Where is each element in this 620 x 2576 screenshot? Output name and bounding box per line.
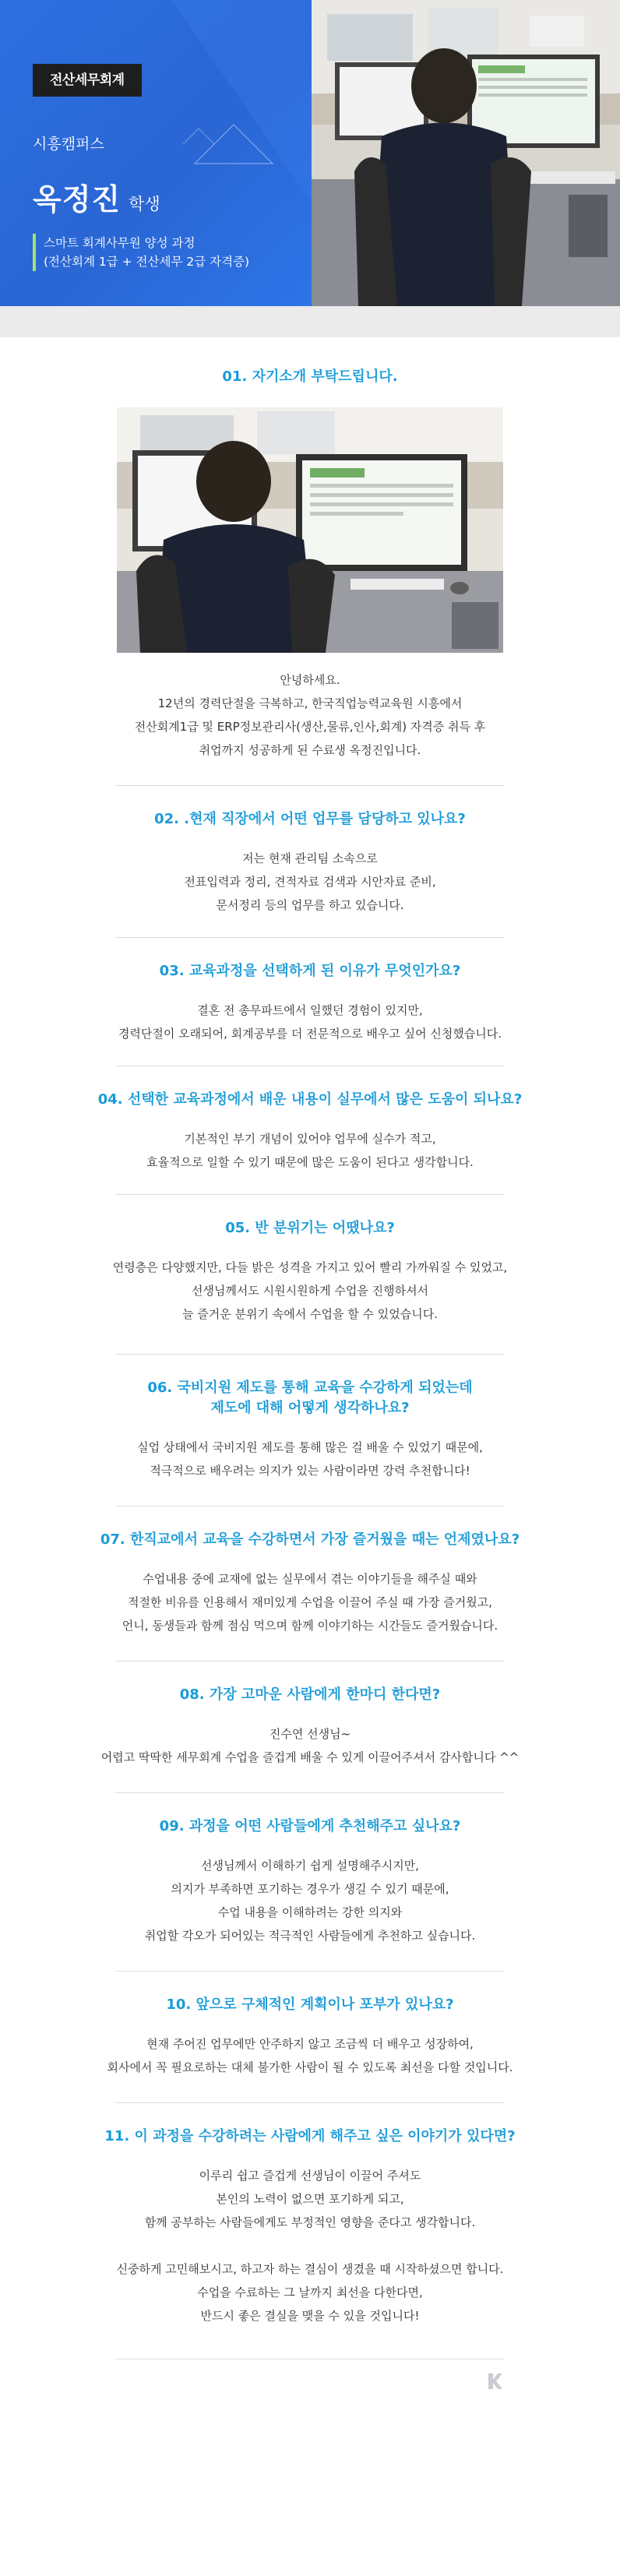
question-6-line-2: 제도에 대해 어떻게 생각하나요?	[210, 1400, 410, 1416]
question-11: 11. 이 과정을 수강하려는 사람에게 해주고 싶은 이야기가 있다면?	[104, 2128, 516, 2144]
qa-item-2	[0, 786, 620, 917]
question-4: 04. 선택한 교육과정에서 배운 내용이 실무에서 많은 도움이 되나요?	[97, 1091, 523, 1108]
question-10: 10. 앞으로 구체적인 계획이나 포부가 있나요?	[166, 1996, 454, 2013]
interview-content	[0, 337, 620, 2406]
qa-item-8	[0, 1662, 620, 1769]
answer-line: 적극적으로 배우려는 의지가 있는 사람이라면 강력 추천합니다!	[150, 1464, 470, 1478]
qa-item-7	[0, 1506, 620, 1637]
qa-item-1	[0, 351, 620, 762]
answer-line: 선생님께서도 시원시원하게 수업을 진행하셔서	[191, 1284, 429, 1298]
hero-banner	[0, 0, 620, 306]
page-footer	[0, 2359, 620, 2406]
answer-line: 경력단절이 오래되어, 회계공부를 더 전문적으로 배우고 싶어 신청했습니다.	[118, 1027, 502, 1041]
answer-1	[0, 668, 620, 762]
qa-item-10	[0, 1972, 620, 2079]
answer-line: 12년의 경력단절을 극복하고, 한국직업능력교육원 시흥에서	[157, 696, 463, 710]
answer-line: 취업할 각오가 되어있는 적극적인 사람들에게 추천하고 싶습니다.	[144, 1929, 476, 1943]
answer-10	[0, 2032, 620, 2079]
answer-4	[0, 1127, 620, 1174]
campus-label: 시흥캠퍼스	[33, 136, 104, 153]
answer-line: 수업내용 중에 교재에 없는 실무에서 겪는 이야기들을 해주실 때와	[143, 1572, 477, 1586]
qa-item-3	[0, 938, 620, 1045]
answer-line: 언니, 동생들과 함께 점심 먹으며 함께 이야기하는 시간들도 즐거웠습니다.	[122, 1619, 498, 1633]
answer-line: 신중하게 고민해보시고, 하고자 하는 결심이 생겼을 때 시작하셨으면 합니다.	[116, 2262, 504, 2276]
answer-line: 현재 주어진 업무에만 안주하지 않고 조금씩 더 배우고 성장하여,	[146, 2037, 474, 2051]
hero-info-panel	[0, 0, 312, 306]
answer-line: 연령층은 다양했지만, 다들 밝은 성격을 가지고 있어 빨리 가까워질 수 있었고,	[112, 1260, 508, 1274]
question-5: 05. 반 분위기는 어땠나요?	[225, 1220, 395, 1236]
answer-line: 함께 공부하는 사람들에게도 부정적인 영향을 준다고 생각합니다.	[144, 2215, 476, 2229]
qa-item-11	[0, 2103, 620, 2328]
answer-line: 전표입력과 정리, 견적자료 검색과 시안자료 준비,	[184, 875, 436, 889]
answer-line: 진수연 선생님~	[269, 1727, 351, 1741]
answer-line: 결혼 전 총무파트에서 일했던 경험이 있지만,	[197, 1003, 423, 1017]
question-6-line-1: 06. 국비지원 제도를 통해 교육을 수강하게 되었는데	[147, 1380, 473, 1396]
answer-2	[0, 847, 620, 917]
answer-5	[0, 1256, 620, 1326]
answer-line: 어렵고 딱딱한 세무회계 수업을 즐겁게 배울 수 있게 이끌어주셔서 감사합니다 ^^	[100, 1750, 520, 1764]
student-at-desk-image	[117, 407, 503, 653]
hero-photo	[312, 0, 620, 306]
answer-8	[0, 1722, 620, 1769]
question-8: 08. 가장 고마운 사람에게 한마디 한다면?	[179, 1686, 441, 1703]
question-6	[0, 1378, 620, 1418]
answer-7	[0, 1567, 620, 1637]
question-1: 01. 자기소개 부탁드립니다.	[222, 368, 398, 385]
answer-line: 저는 현재 관리팀 소속으로	[242, 851, 378, 865]
answer-6	[0, 1436, 620, 1482]
question-3: 03. 교육과정을 선택하게 된 이유가 무엇인가요?	[159, 963, 461, 979]
answer-line: 선생님께서 이해하기 쉽게 설명해주시지만,	[201, 1859, 419, 1873]
question-2: 02. .현재 직장에서 어떤 업무를 담당하고 있나요?	[154, 811, 466, 827]
answer-line: 수업 내용을 이해하려는 강한 의지와	[217, 1905, 403, 1919]
course-certificates: (전산회계 1급 + 전산세무 2급 자격증)	[44, 255, 250, 269]
answer-line: 취업까지 성공하게 된 수료생 옥정진입니다.	[199, 743, 421, 757]
answer-line: 이루리 쉽고 즐겁게 선생님이 이끌어 주셔도	[199, 2169, 421, 2183]
question-9: 09. 과정을 어떤 사람들에게 추천해주고 싶나요?	[159, 1818, 461, 1834]
student-name: 옥정진	[33, 182, 122, 217]
qa-item-5	[0, 1195, 620, 1326]
answer-line: 의지가 부족하면 포기하는 경우가 생길 수 있기 때문에,	[171, 1882, 449, 1896]
answer-line: 문서정리 등의 업무를 하고 있습니다.	[216, 898, 404, 912]
answer-3	[0, 999, 620, 1045]
qa-item-6	[0, 1355, 620, 1482]
answer-11	[0, 2164, 620, 2328]
answer-line: 회사에서 꼭 필요로하는 대체 불가한 사람이 될 수 있도록 최선을 다할 것입니다.	[107, 2060, 513, 2074]
answer-line: 효율적으로 일할 수 있기 때문에 많은 도움이 된다고 생각합니다.	[146, 1155, 474, 1169]
answer-line: 실업 상태에서 국비지원 제도를 통해 많은 걸 배울 수 있었기 때문에,	[137, 1440, 483, 1454]
course-description	[33, 234, 249, 271]
answer-line: 본인의 노력이 없으면 포기하게 되고,	[216, 2192, 404, 2206]
answer-line: 수업을 수료하는 그 날까지 최선을 다한다면,	[197, 2285, 423, 2299]
answer-9	[0, 1854, 620, 1947]
office-scene-image	[312, 0, 620, 306]
student-role: 학생	[129, 195, 160, 213]
answer-line: 반드시 좋은 결실을 맺을 수 있을 것입니다!	[200, 2309, 420, 2323]
question-7: 07. 한직교에서 교육을 수강하면서 가장 즐거웠을 때는 언제였나요?	[100, 1531, 520, 1548]
student-name-row	[33, 175, 160, 218]
answer-line	[0, 2234, 620, 2257]
qa-item-9	[0, 1793, 620, 1947]
k-logo-icon	[486, 2372, 503, 2391]
interview-photo	[117, 407, 503, 653]
section-separator	[0, 306, 620, 337]
answer-line: 기본적인 부기 개념이 있어야 업무에 실수가 적고,	[184, 1132, 436, 1146]
answer-line: 안녕하세요.	[280, 673, 340, 687]
answer-line: 전산회계1급 및 ERP정보관리사(생산,물류,인사,회계) 자격증 취득 후	[134, 720, 486, 734]
department-badge: 전산세무회계	[33, 64, 142, 97]
qa-item-4	[0, 1066, 620, 1174]
course-title: 스마트 회계사무원 양성 과정	[44, 236, 196, 250]
answer-line: 늘 즐거운 분위기 속에서 수업을 할 수 있었습니다.	[182, 1307, 438, 1321]
answer-line: 적절한 비유를 인용해서 재미있게 수업을 이끌어 주실 때 가장 즐거웠고,	[128, 1595, 492, 1609]
